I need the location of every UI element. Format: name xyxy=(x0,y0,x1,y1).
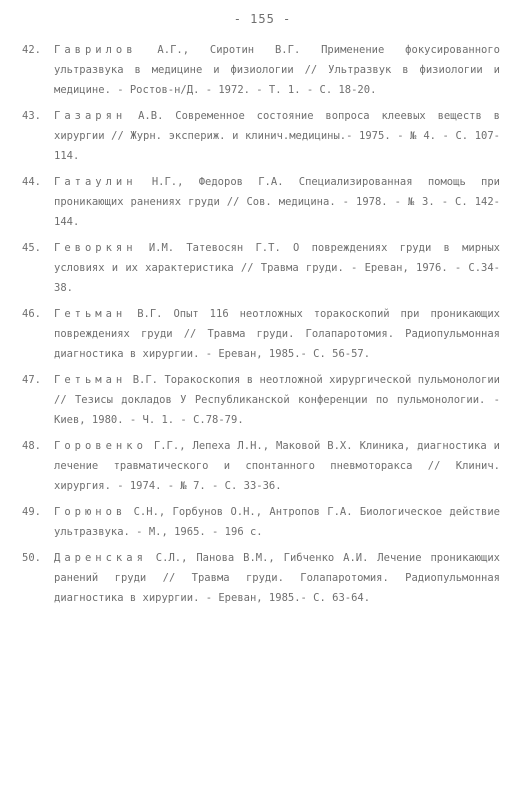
reference-text: Г.Г., Лепеха Л.Н., Маковой В.Х. Клиника, диагностика и лечение травматического и спонтанного пневмоторакса // Клинич. хирургия. - 1974. - № 7. - С. 33-36. xyxy=(54,440,500,492)
page-number: - 155 - xyxy=(233,12,292,26)
reference-number: 46. xyxy=(22,308,41,320)
reference-list xyxy=(22,40,500,614)
reference-number: 42. xyxy=(22,44,41,56)
reference-author: Гетьман xyxy=(54,374,127,386)
reference-number: 47. xyxy=(22,374,41,386)
reference-text: С.Н., Горбунов О.Н., Антропов Г.А. Биологическое действие ультразвука. - М., 1965. - 196 с. xyxy=(54,506,500,538)
reference-text: Н.Г., Федоров Г.А. Специализированная помощь при проникающих ранениях груди // Сов. медицина. - 1978. - № 3. - С. 142-144. xyxy=(54,176,500,228)
reference-entry xyxy=(22,436,500,496)
reference-author: Геворкян xyxy=(54,242,137,254)
reference-author: Газарян xyxy=(54,110,127,122)
reference-entry xyxy=(22,238,500,298)
reference-text: А.Г., Сиротин В.Г. Применение фокусированного ультразвука в медицине и физиологии // Ультразвук в физиологии и медицине. - Ростов-н/Д. - 1972. - Т. 1. - С. 18-20. xyxy=(54,44,500,96)
reference-author: Даренская xyxy=(54,552,147,564)
reference-entry xyxy=(22,172,500,232)
reference-author: Горюнов xyxy=(54,506,127,518)
reference-number: 43. xyxy=(22,110,41,122)
reference-number: 44. xyxy=(22,176,41,188)
reference-entry xyxy=(22,502,500,542)
reference-entry xyxy=(22,370,500,430)
reference-entry xyxy=(22,106,500,166)
reference-author: Горовенко xyxy=(54,440,147,452)
reference-text: В.Г. Торакоскопия в неотложной хирургической пульмонологии // Тезисы докладов У Республиканской конференции по пульмонологии. - Киев, 1980. - Ч. 1. - С.78-79. xyxy=(54,374,500,426)
reference-entry xyxy=(22,304,500,364)
reference-number: 45. xyxy=(22,242,41,254)
reference-text: В.Г. Опыт 116 неотложных торакоскопий при проникающих повреждениях груди // Травма груди. Голапаротомия. Радиопульмонная диагностика в хирургии. - Ереван, 1985.- С. 56-57. xyxy=(54,308,500,360)
reference-number: 49. xyxy=(22,506,41,518)
reference-entry xyxy=(22,40,500,100)
reference-text: С.Л., Панова В.М., Гибченко А.И. Лечение проникающих ранений груди // Травма груди. Голапаротомия. Радиопульмонная диагностика в хирургии. - Ереван, 1985.- С. 63-64. xyxy=(54,552,500,604)
reference-entry xyxy=(22,548,500,608)
reference-author: Гаврилов xyxy=(54,44,137,56)
reference-text: И.М. Татевосян Г.Т. О повреждениях груди в мирных условиях и их характеристика // Травма груди. - Ереван, 1976. - С.34-38. xyxy=(54,242,500,294)
reference-text: А.В. Современное состояние вопроса клеевых веществ в хирургии // Журн. экспериж. и клинич.медицины.- 1975. - № 4. - С. 107-114. xyxy=(54,110,500,162)
reference-author: Гатаулин xyxy=(54,176,137,188)
reference-number: 50. xyxy=(22,552,41,564)
reference-author: Гетьман xyxy=(54,308,127,320)
reference-number: 48. xyxy=(22,440,41,452)
